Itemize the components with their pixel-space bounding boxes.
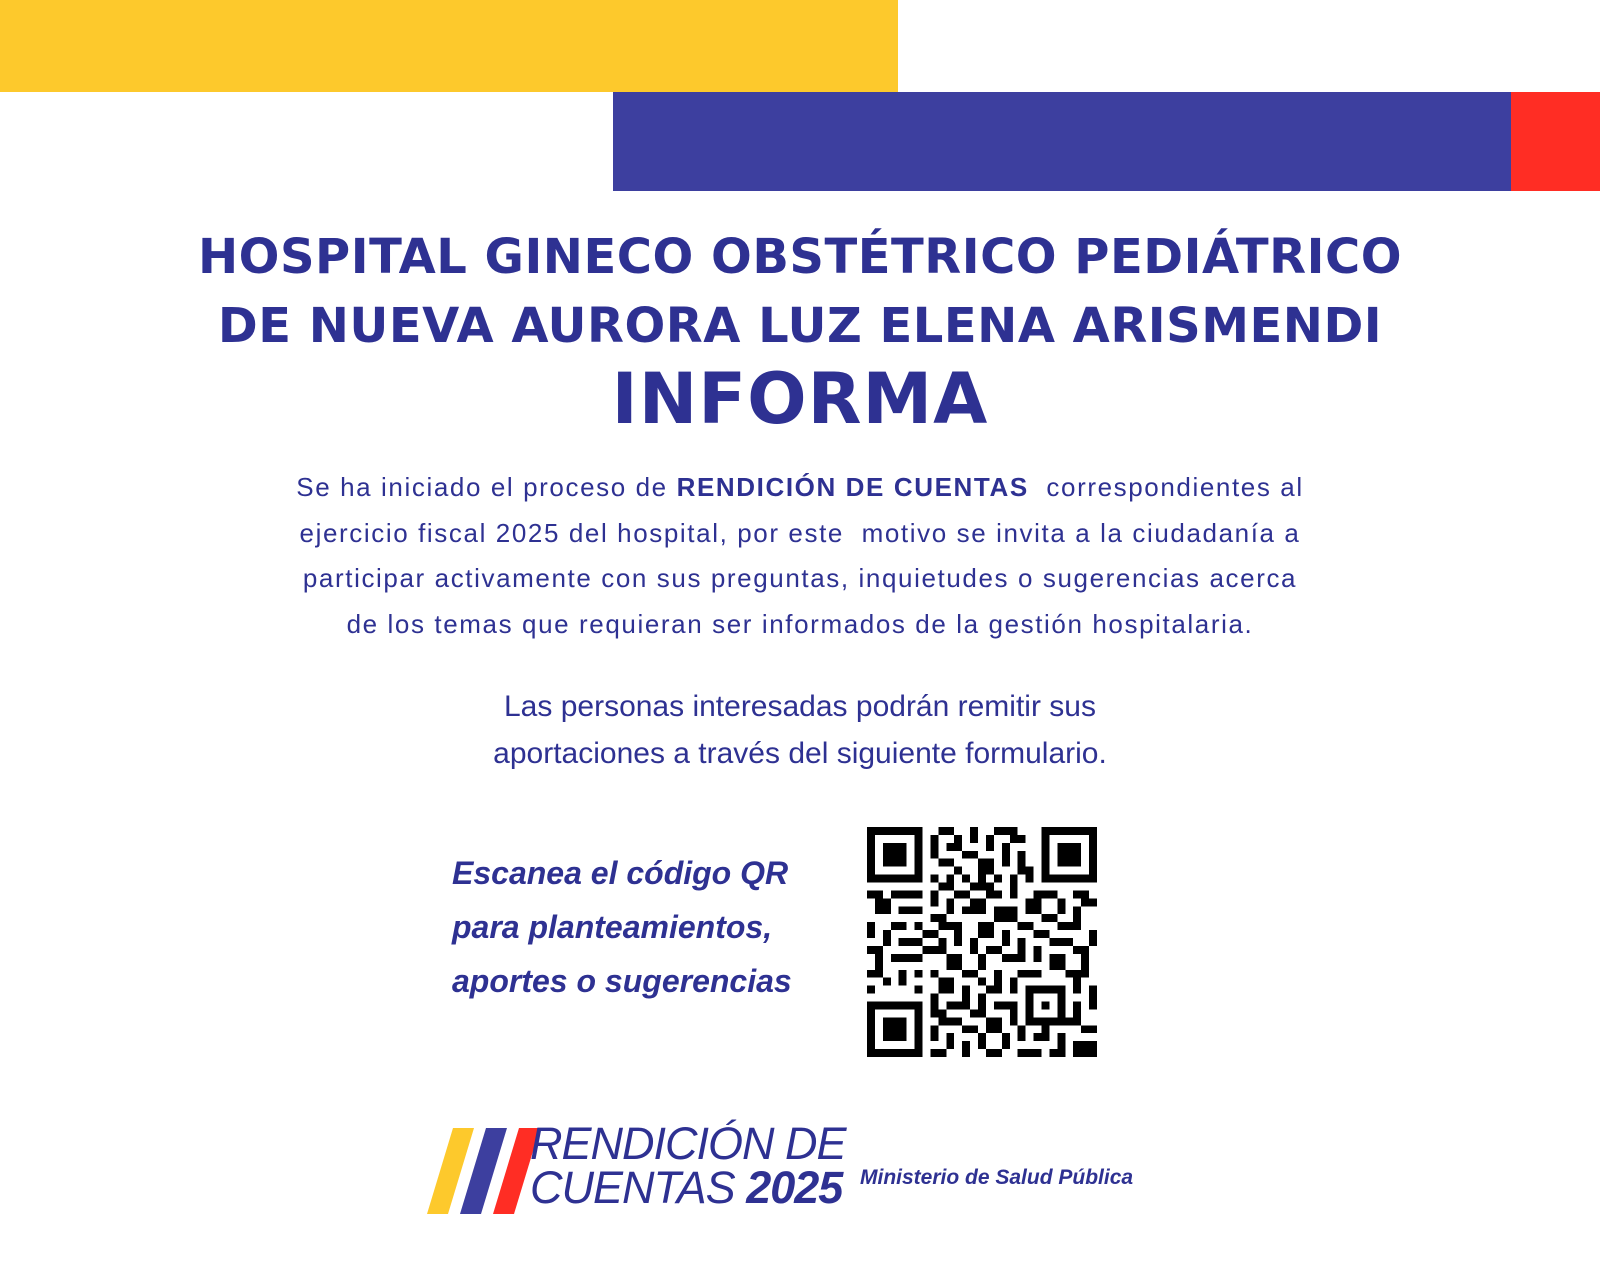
informa-heading: INFORMA: [611, 358, 989, 440]
announcement-line-4: de los temas que requieran ser informados de la gestión hospitalaria.: [346, 608, 1254, 639]
announcement-line-3: participar activamente con sus preguntas, inquietudes o sugerencias acerca: [302, 563, 1298, 593]
form-invitation-line-2: aportaciones a través del siguiente formulario.: [493, 737, 1107, 770]
logo-wordmark: [530, 1118, 846, 1213]
qr-code-icon[interactable]: [867, 827, 1097, 1057]
logo-line-1: RENDICIÓN DE: [530, 1118, 846, 1169]
logo-cuentas: CUENTAS: [530, 1162, 735, 1213]
hospital-name-line-1: HOSPITAL GINECO OBSTÉTRICO PEDIÁTRICO: [198, 229, 1402, 285]
scan-instructions-line-2: para planteamientos,: [452, 909, 773, 945]
announcement-line-1-end: correspondientes al: [1028, 472, 1304, 502]
logo-year: 2025: [746, 1162, 843, 1213]
rendicion-de-cuentas-logo: [427, 1118, 846, 1220]
rendicion-de-cuentas-emphasis: RENDICIÓN DE CUENTAS: [676, 472, 1029, 502]
scan-instructions: [452, 846, 792, 1008]
tricolor-stripes-icon: [427, 1128, 543, 1214]
scan-instructions-line-1: Escanea el código QR: [452, 855, 789, 891]
top-red-bar: [1511, 92, 1600, 191]
scan-instructions-line-3: aportes o sugerencias: [452, 963, 792, 999]
announcement-line-1: [0, 465, 1600, 511]
announcement-line-2: ejercicio fiscal 2025 del hospital, por este motivo se invita a la ciudadanía a: [299, 517, 1301, 548]
form-invitation: [0, 683, 1600, 777]
hospital-name-line-2: DE NUEVA AURORA LUZ ELENA ARISMENDI: [217, 298, 1383, 354]
logo-line-2: [530, 1162, 846, 1213]
form-invitation-line-1: Las personas interesadas podrán remitir sus: [504, 690, 1096, 723]
ministry-label: Ministerio de Salud Pública: [860, 1166, 1134, 1189]
top-yellow-bar: [0, 0, 898, 92]
announcement-paragraph: [0, 465, 1600, 647]
announcement-line-1-start: Se ha iniciado el proceso de: [296, 472, 677, 502]
top-blue-bar: [613, 92, 1511, 191]
